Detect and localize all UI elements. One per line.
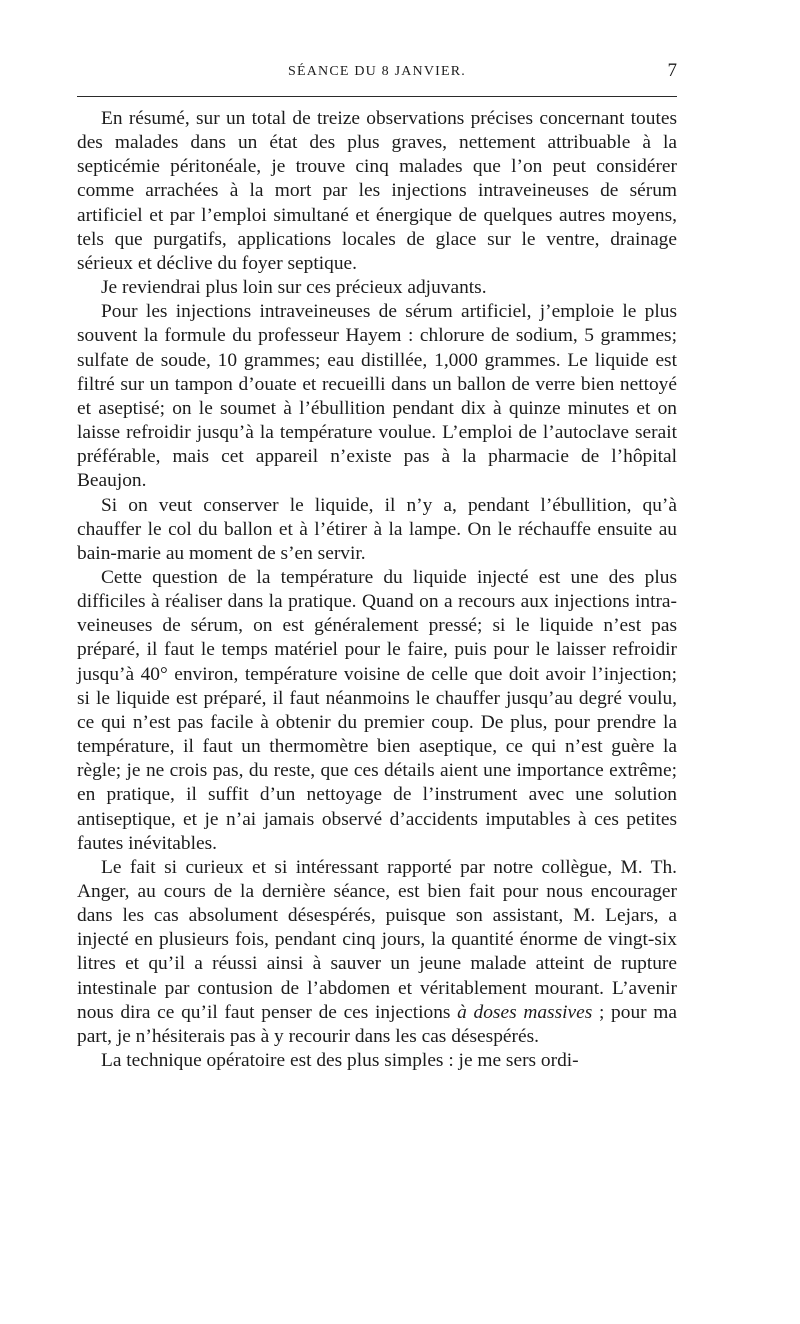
paragraph-text: ; pour ma part, je n’hésiterais pas à y recourir dans les cas désespérés.: [77, 1001, 677, 1047]
paragraph: En résumé, sur un total de treize observations précises concernant toutes des malades dans un état des plus graves, nettement attribuable à la septicémie péritonéale, je trouve cinq malades que l’on peut considérer comme arrachées à la mort par les injections intraveineuses de sérum artificiel et par l’emploi simultané et énergique de quelques autres moyens, tels que purgatifs, applications locales de glace sur le ventre, drainage sérieux et déclive du foyer septique.: [77, 108, 677, 274]
italic-phrase: à doses massives: [457, 1001, 593, 1023]
running-head: [77, 60, 677, 88]
book-page: [77, 60, 677, 1073]
paragraph: [77, 856, 677, 1049]
running-title: SÉANCE DU 8 JANVIER.: [288, 64, 466, 79]
body-text: [77, 107, 677, 1073]
paragraph: Pour les injections intraveineuses de sérum artificiel, j’emploie le plus souvent la formule du professeur Hayem : chlorure de sodium, 5 grammes; sulfate de soude, 10 grammes; eau distillée, 1,000 grammes. Le liquide est filtré sur un tampon d’ouate et recueilli dans un ballon de verre bien nettoyé et aseptisé; on le soumet à l’ébullition pendant dix à quinze minutes et on laisse refroidir jusqu’à la température voulue. L’emploi de l’autoclave serait préférable, mais cet appareil n’existe pas à la pharmacie de l’hôpital Beaujon.: [77, 301, 677, 492]
page-number: 7: [667, 60, 677, 81]
header-rule: [77, 96, 677, 97]
paragraph-text: Le fait si curieux et si intéressant rapporté par notre collègue, M. Th. Anger, au cours de la dernière séance, est bien fait pour nous encourager dans les cas absolument désespérés, puisque son assistant, M. Lejars, a injecté en plusieurs fois, pendant cinq jours, la quantité énorme de vingt-six litres et qu’il a réussi ainsi à sauver un jeune malade atteint de rupture intestinale par contusion de l’abdomen et véritablement mourant. L’avenir nous dira ce qu’il faut penser de ces injections: [77, 856, 677, 1023]
paragraph: La technique opératoire est des plus simples : je me sers ordi-: [101, 1050, 579, 1072]
paragraph: Cette question de la température du liquide injecté est une des plus difficiles à réaliser dans la pratique. Quand on a recours aux injections intra-veineuses de sérum, on est généralement pressé; si le liquide n’est pas préparé, il faut le temps matériel pour le faire, puis pour le laisser refroidir jusqu’à 40° environ, température voisine de celle que doit avoir l’injection; si le liquide est préparé, il faut néanmoins le chauffer jusqu’au degré voulu, ce qui n’est pas facile à obtenir du premier coup. De plus, pour prendre la température, il faut un thermomètre bien aseptique, ce qui n’est guère la règle; je ne crois pas, du reste, que ces détails aient une importance extrême; en pratique, il suffit d’un nettoyage de l’instrument avec une solution antiseptique, et je n’ai jamais observé d’accidents imputables à ces petites fautes inévitables.: [77, 566, 677, 854]
paragraph: Je reviendrai plus loin sur ces précieux adjuvants.: [101, 277, 487, 299]
paragraph: Si on veut conserver le liquide, il n’y a, pendant l’ébullition, qu’à chauffer le col du ballon et à l’étirer à la lampe. On le réchauffe ensuite au bain-marie au moment de s’en servir.: [77, 494, 677, 564]
